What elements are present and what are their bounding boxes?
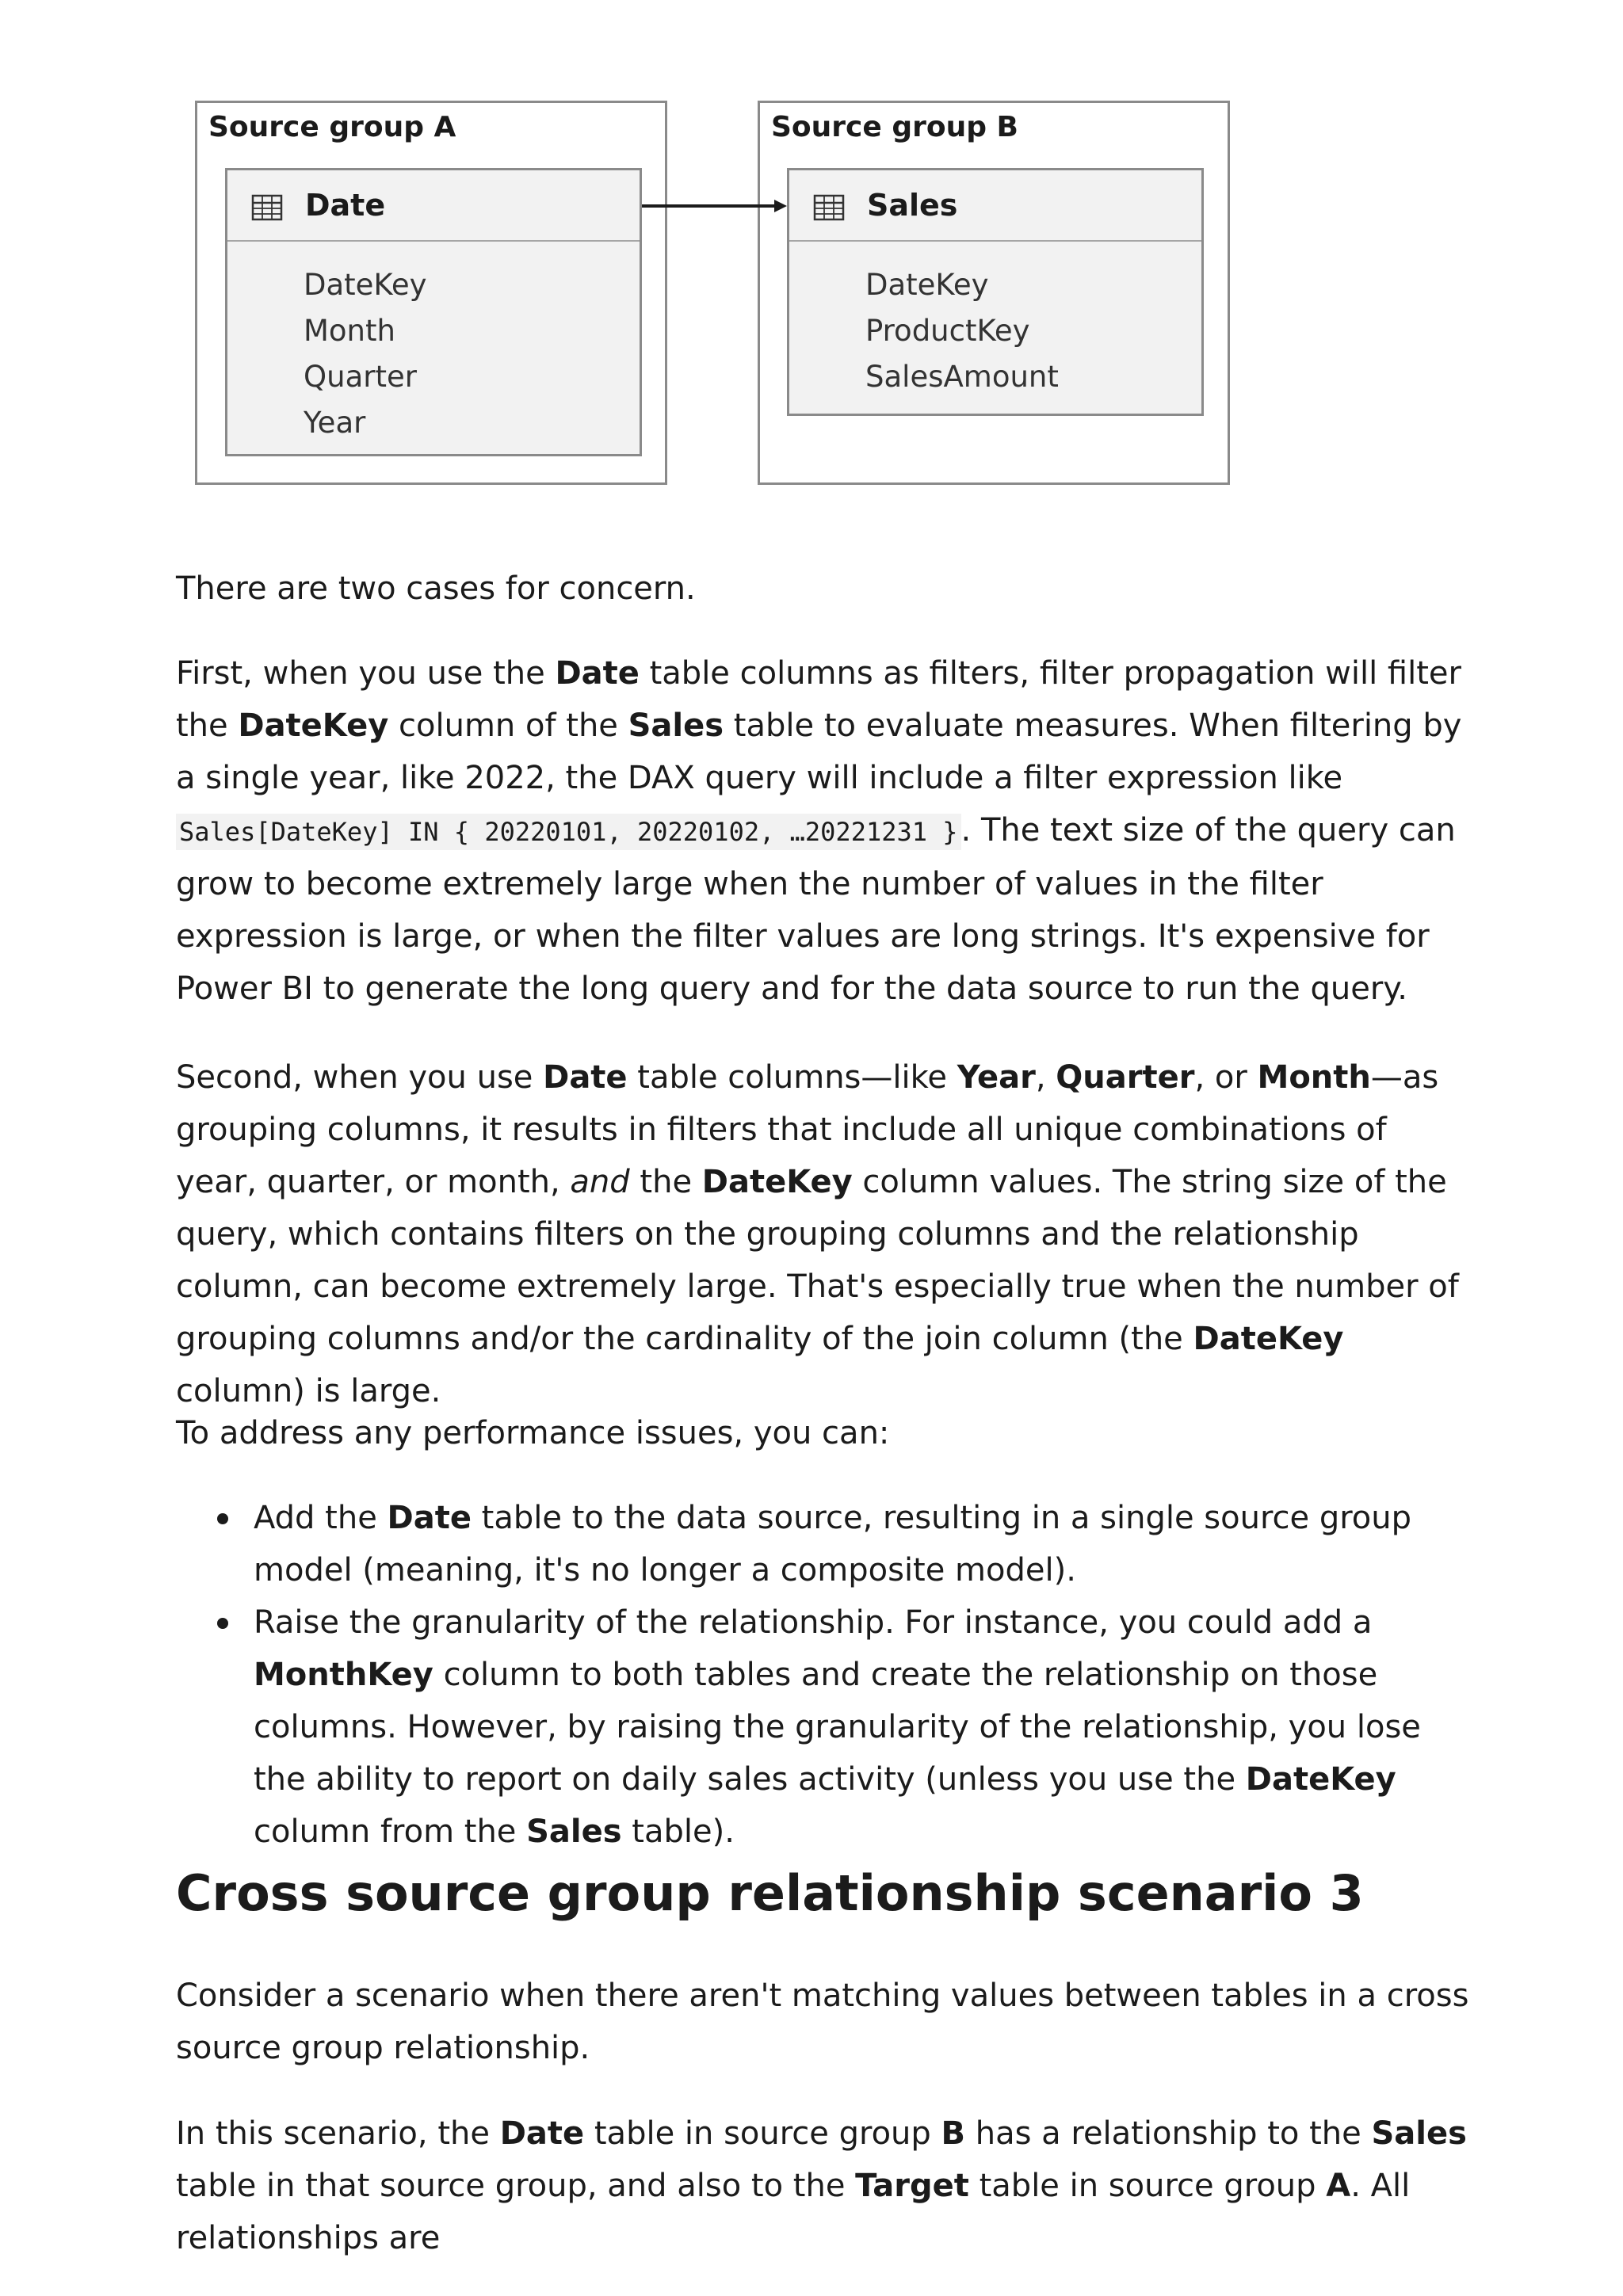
code-snippet: Sales[DateKey] IN { 20220101, 20220102, …20221231 } bbox=[176, 814, 961, 850]
paragraph-remedies-intro: To address any performance issues, you can: bbox=[176, 1415, 890, 1451]
table-field: DateKey bbox=[865, 268, 989, 302]
source-group-b-title: Source group B bbox=[771, 111, 1018, 143]
section-heading: Cross source group relationship scenario 3 bbox=[176, 1864, 1364, 1922]
paragraph-second-case: Second, when you use Date table columns—like Year, Quarter, or Month—as grouping columns, it results in filters that include all unique combinations of year, quarter, or month, and the DateKey column values. The string size of the query, which contains filters on the grouping columns and the relationship column, can become extremely large. That's especially true when the number of grouping columns and/or the cardinality of the join column (the DateKey column) is large. bbox=[176, 1059, 1459, 1409]
table-field: Month bbox=[304, 314, 395, 348]
table-field: Quarter bbox=[304, 360, 417, 394]
table-field: DateKey bbox=[304, 268, 427, 302]
table-field: SalesAmount bbox=[865, 360, 1059, 394]
table-field: Year bbox=[304, 406, 366, 440]
relationship-diagram bbox=[0, 0, 1623, 507]
list-item: Add the Date table to the data source, resulting in a single source group model (meaning, it's no longer a composite model). bbox=[176, 1492, 1476, 1596]
paragraph-scenario-3-detail: In this scenario, the Date table in source group B has a relationship to the Sales table in that source group, and also to the Target table in source group A. All relationships are bbox=[176, 2115, 1467, 2256]
paragraph-first-case: First, when you use the Date table columns as filters, filter propagation will filter the DateKey column of the Sales table to evaluate measures. When filtering by a single year, like 2022, the DAX query will include a filter expression like Sales[DateKey] IN { 20220101, 20220102, …20221231 } . The text size of the query can grow to become extremely large when the number of values in the filter expression is large, or when the filter values are long strings. It's expensive for Power BI to generate the long query and for the data source to run the query. bbox=[176, 655, 1462, 1007]
table-field: ProductKey bbox=[865, 314, 1030, 348]
source-group-a-title: Source group A bbox=[208, 111, 456, 143]
relationship-arrow bbox=[0, 0, 1623, 507]
sales-table-name: Sales bbox=[867, 188, 958, 223]
remedies-list bbox=[176, 1492, 1476, 1858]
date-table-name: Date bbox=[305, 188, 386, 223]
paragraph-scenario-3-intro: Consider a scenario when there aren't matching values between tables in a cross source group relationship. bbox=[176, 1978, 1469, 2066]
paragraph-intro: There are two cases for concern. bbox=[176, 570, 696, 607]
list-item: Raise the granularity of the relationship. For instance, you could add a MonthKey column to both tables and create the relationship on those columns. However, by raising the granularity of the relationship, you lose the ability to report on daily sales activity (unless you use the DateKey column from the Sales table). bbox=[176, 1596, 1476, 1858]
